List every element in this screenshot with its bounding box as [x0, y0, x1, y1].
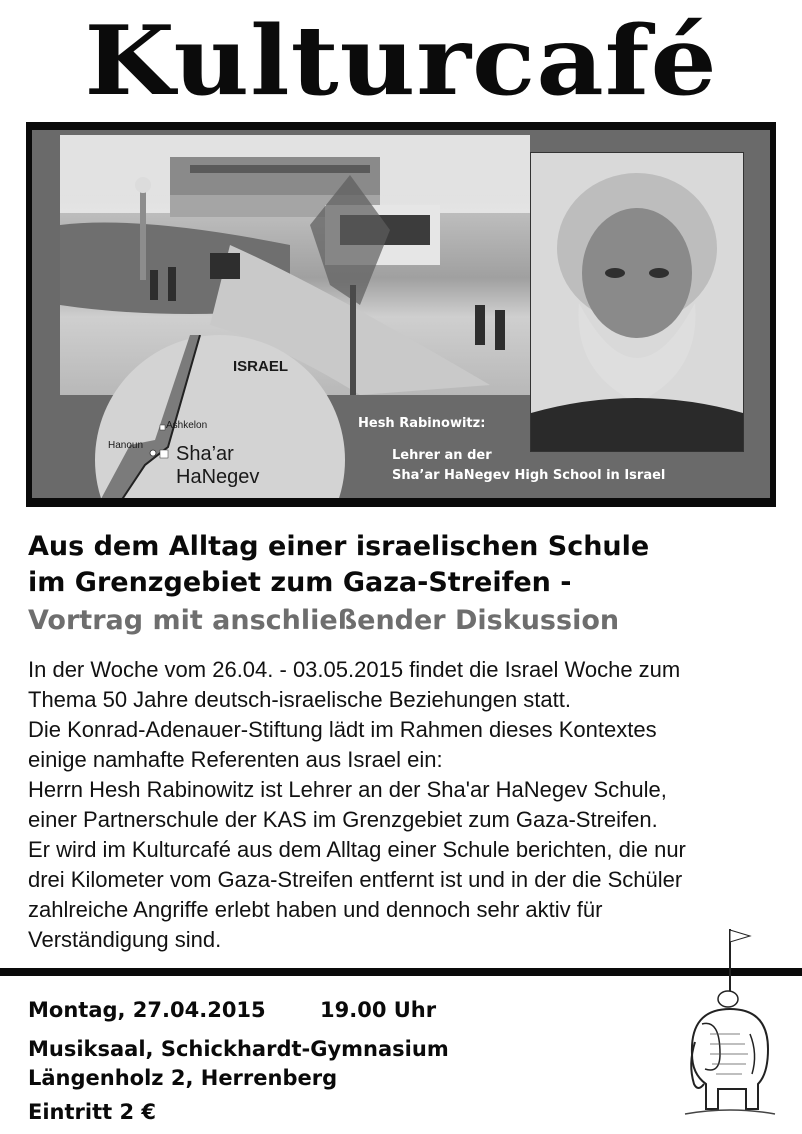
- body-line: In der Woche vom 26.04. - 03.05.2015 findet die Israel Woche zum: [28, 657, 681, 682]
- map-label-israel: ISRAEL: [233, 358, 289, 375]
- portrait-illustration: [531, 153, 743, 451]
- body-line: drei Kilometer vom Gaza-Streifen entfernt ist und in der die Schüler: [28, 867, 683, 892]
- caption-speaker-name: Hesh Rabinowitz:: [358, 416, 486, 431]
- event-time: 19.00 Uhr: [320, 998, 437, 1022]
- poster-title: Kulturcafé: [84, 3, 718, 118]
- headline-line2: im Grenzgebiet zum Gaza-Streifen -: [28, 567, 572, 598]
- body-line: Thema 50 Jahre deutsch-israelische Beziehungen statt.: [28, 687, 571, 712]
- body-line: Verständigung sind.: [28, 927, 222, 952]
- event-entry-fee: Eintritt 2 €: [28, 1100, 157, 1124]
- map-label-ashkelon: Ashkelon: [166, 420, 208, 431]
- body-line: Herrn Hesh Rabinowitz ist Lehrer an der Sha'ar HaNegev Schule,: [28, 777, 667, 802]
- headline-subtitle: Vortrag mit anschließender Diskussion: [28, 605, 620, 636]
- caption-role-line1: Lehrer an der: [392, 448, 492, 463]
- body-text: [28, 655, 788, 955]
- map-label-shaar: Sha’ar: [176, 443, 234, 465]
- body-line: zahlreiche Angriffe erlebt haben und dennoch sehr aktiv für: [28, 897, 603, 922]
- body-line: Die Konrad-Adenauer-Stiftung lädt im Rahmen dieses Kontextes: [28, 717, 657, 742]
- map-label-hanoun: Hanoun: [108, 440, 144, 451]
- event-date: Montag, 27.04.2015: [28, 998, 266, 1022]
- portrait-photo: [530, 152, 744, 452]
- body-line: Er wird im Kulturcafé aus dem Alltag einer Schule berichten, die nur: [28, 837, 686, 862]
- elephant-mascot-icon: [680, 924, 780, 1124]
- body-line: einer Partnerschule der KAS im Grenzgebiet zum Gaza-Streifen.: [28, 807, 658, 832]
- caption-role-line2: Sha’ar HaNegev High School in Israel: [392, 468, 666, 483]
- map-label-hanegev: HaNegev: [176, 466, 260, 488]
- body-line: einige namhafte Referenten aus Israel ein:: [28, 747, 443, 772]
- headline-line1: Aus dem Alltag einer israelischen Schule: [28, 531, 650, 562]
- event-venue: Musiksaal, Schickhardt-Gymnasium: [28, 1037, 449, 1061]
- event-address: Längenholz 2, Herrenberg: [28, 1066, 338, 1090]
